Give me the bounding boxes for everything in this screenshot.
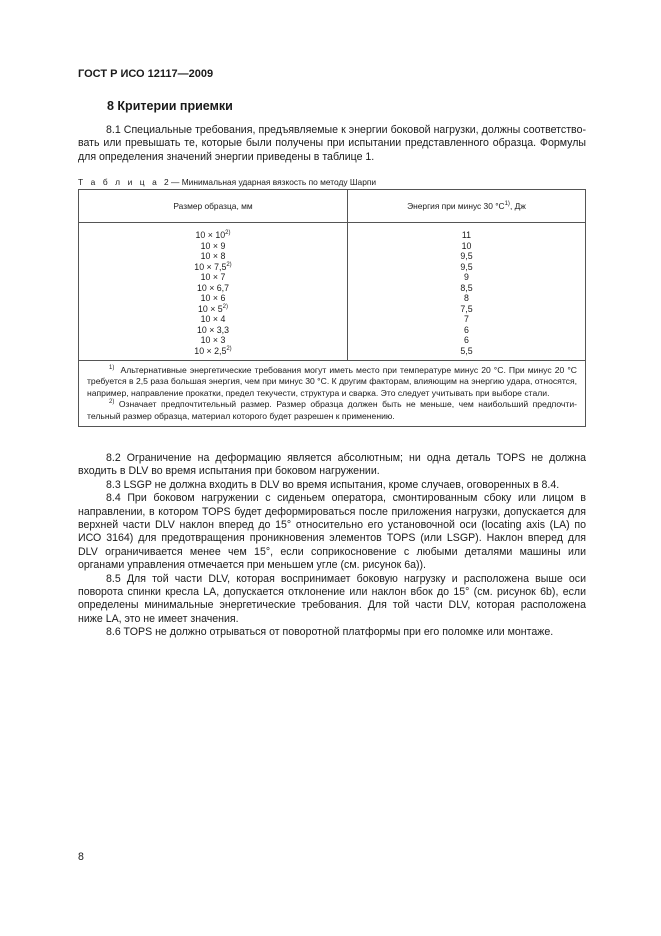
energy-column (348, 223, 586, 361)
size-value: 10 × 8 (200, 251, 226, 261)
table-cell-size (79, 241, 347, 252)
table-note-1 (87, 365, 577, 399)
table-cell-energy: 9 (464, 272, 469, 282)
table-cell-energy: 6 (464, 335, 469, 345)
note-1-text: Альтернативные энергетические требования могут иметь место при температуре минус 20 °С. При минус 20 °С требуется в 2,5 раза большая энергия, чем при минус 30 °С. К другим факторам, влияющим на энергию удара, относятся, например, направление прокатки, предел текучести, структура и сварка. Это следует учитывать при выборе стали. (87, 365, 577, 398)
size-value: 10 × 10 (195, 230, 226, 240)
energy-header-unit: , Дж (509, 201, 526, 211)
paragraph-8-3 (78, 479, 586, 492)
table-cell-energy: 8,5 (460, 282, 473, 293)
table-body-row (79, 223, 586, 361)
energy-header-text: Энергия при минус 30 °С (407, 201, 505, 211)
table-cell-size (79, 272, 347, 283)
table-cell-energy: 5,5 (460, 345, 473, 356)
note-2-mark: 2) (109, 399, 115, 406)
paragraph-8-3-text: 8.3 LSGP не должна входить в DLV во время испытания, кроме случаев, оговоренных в 8.4. (106, 478, 560, 491)
table-caption-title: 2 — Минимальная ударная вязкость по методу Шарпи (164, 177, 377, 187)
table-notes-row (79, 361, 586, 427)
table-cell-size (79, 262, 347, 273)
table-cell-size (79, 293, 347, 304)
note-2-text: Означает предпочтительный размер. Размер образца должен быть не меньше, чем наибольший предпочтительный размер образца, материал которого будет разрешен к применению. (87, 399, 577, 421)
paragraph-8-6-text: 8.6 TOPS не должно отрываться от поворотной платформы при его поломке или монтаже. (106, 626, 554, 639)
size-value: 10 × 6,7 (196, 282, 230, 293)
table-cell-energy: 11 (461, 230, 472, 240)
energy-header-footnote-mark: 1) (504, 201, 510, 207)
table-cell-size (79, 283, 347, 294)
table-cell-size (79, 346, 347, 357)
table-cell-energy: 9,5 (460, 261, 473, 272)
size-value: 10 × 7,5 (194, 261, 227, 272)
table-cell-size (79, 304, 347, 315)
paragraph-8-4-text: 8.4 При боковом нагружении с сиденьем оператора, смонтированным сбоку или лицом в направлении, в котором TOPS будет деформироваться после приложения нагрузки, допускается для верхней части DLV наклон вперед до 15° относительно его установочной оси (locating axis (LA) по ИСО 3164) для предотвращения проникновения элементов TOPS (или LSGP). Наклон вперед для DLV ограничивается менее чем 15°, если соприкосновение с любыми деталями машины или органами управления отмечается при меньшем угле (см. рисунок 6а)). (78, 492, 586, 572)
paragraphs-8-2-to-8-6 (78, 452, 586, 640)
table-cell-size (79, 325, 347, 336)
page-number: 8 (78, 851, 84, 863)
table-caption (78, 177, 376, 187)
paragraph-8-4 (78, 492, 586, 572)
table-header-energy (348, 190, 586, 223)
table-cell-energy: 7 (464, 314, 469, 324)
paragraph-8-5 (78, 573, 586, 627)
table-cell-energy: 9,5 (460, 251, 473, 261)
table-cell-size (79, 230, 347, 241)
table-caption-prefix: Т а б л и ц а (78, 177, 160, 187)
paragraph-8-1-text: 8.1 Специальные требования, предъявляемые к энергии боковой нагрузки, должны соответствовать или превышать те, которые были получены при испытании представленного образца. Формулы для определения значений энергии приведены в таблице 1. (78, 124, 586, 163)
size-value: 10 × 3,3 (196, 324, 230, 335)
table-cell-energy: 10 (461, 240, 472, 251)
size-value: 10 × 2,5 (194, 345, 227, 356)
specimen-energy-table (78, 189, 586, 427)
size-footnote-mark: 2) (222, 303, 229, 310)
table-cell-size (79, 335, 347, 346)
size-value: 10 × 6 (200, 293, 226, 303)
size-footnote-mark: 2) (226, 345, 232, 352)
table-cell-energy: 7,5 (460, 303, 473, 314)
paragraph-8-5-text: 8.5 Для той части DLV, которая воспринимает боковую нагрузку и расположена выше оси поворота спинки кресла LA, допускается отклонение или наклон вбок до 15° (см. рисунок 6b), если определены минимальные энергетические требования. Для той части DLV, которая расположена ниже LA, это не имеет значения. (78, 572, 586, 625)
table-notes (79, 361, 586, 427)
table-header-size: Размер образца, мм (79, 190, 348, 223)
paragraph-8-2-text: 8.2 Ограничение на деформацию является абсолютным; ни одна деталь TOPS не должна входить в DLV во время испытания при боковом нагружении. (78, 452, 586, 478)
paragraph-8-1 (78, 124, 586, 164)
table-cell-size (79, 251, 347, 262)
table-note-2 (87, 399, 577, 422)
paragraph-8-6 (78, 626, 586, 639)
section-title: 8 Критерии приемки (107, 99, 233, 113)
size-value: 10 × 3 (200, 335, 226, 345)
table-header-row (79, 190, 586, 223)
size-column (79, 223, 348, 361)
size-value: 10 × 5 (197, 303, 223, 314)
size-footnote-mark: 2) (226, 261, 232, 268)
size-value: 10 × 7 (200, 272, 226, 282)
table-cell-energy: 6 (464, 324, 469, 335)
table-cell-energy: 8 (464, 293, 469, 303)
size-value: 10 × 4 (200, 314, 226, 324)
size-footnote-mark: 2) (225, 230, 231, 236)
note-1-mark: 1) (109, 365, 115, 371)
table-cell-size (79, 314, 347, 325)
size-value: 10 × 9 (200, 240, 226, 251)
paragraph-8-2 (78, 452, 586, 479)
document-header: ГОСТ Р ИСО 12117—2009 (78, 68, 214, 80)
